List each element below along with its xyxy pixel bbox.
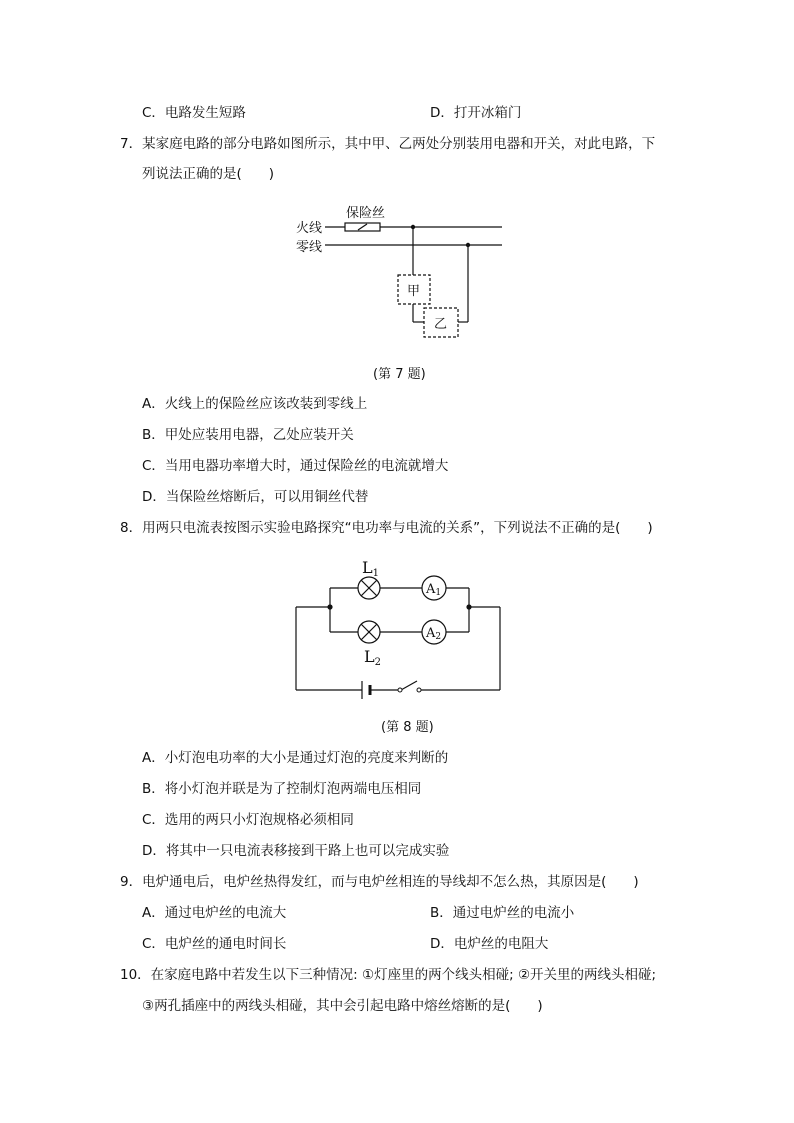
ammeter-a2-label: A2	[426, 626, 442, 642]
q8-option-b: B．将小灯泡并联是为了控制灯泡两端电压相同	[142, 781, 422, 797]
q9-stem-line1: 9．电炉通电后，电炉丝热得发红，而与电炉丝相连的导线却不怎么热，其原因是( )	[120, 874, 639, 890]
switch-contact	[417, 688, 421, 692]
q6-option-d: D．打开冰箱门	[430, 105, 522, 121]
q7-stem-line2: 列说法正确的是( )	[142, 166, 275, 182]
q8-option-a: A．小灯泡电功率的大小是通过灯泡的亮度来判断的	[142, 750, 449, 766]
q6-option-c: C．电路发生短路	[142, 105, 246, 121]
q10-stem-line1: 10．在家庭电路中若发生以下三种情况: ①灯座里的两个线头相碰; ②开关里的两线头相碰;	[120, 967, 657, 983]
q8-option-d: D．将其中一只电流表移接到干路上也可以完成实验	[142, 843, 450, 859]
q7-stem-line1: 7．某家庭电路的部分电路如图所示，其中甲、乙两处分别装用电器和开关，对此电路，下	[120, 136, 656, 152]
q7-caption: (第 7 题)	[373, 367, 426, 382]
q9-option-a: A．通过电炉丝的电流大	[142, 905, 287, 921]
q7-option-a: A．火线上的保险丝应该改装到零线上	[142, 396, 368, 412]
neutral-wire-label: 零线	[296, 240, 323, 255]
switch-blade	[401, 681, 417, 690]
fuse-label: 保险丝	[346, 206, 386, 221]
q9-option-c: C．电炉丝的通电时间长	[142, 936, 287, 952]
lamp-l2-label: L2	[364, 647, 381, 668]
q7-option-c: C．当用电器功率增大时，通过保险丝的电流就增大	[142, 458, 449, 474]
lamp-l1-label: L1	[362, 558, 379, 579]
node-left	[327, 604, 332, 609]
q8-stem-line1: 8．用两只电流表按图示实验电路探究“电功率与电流的关系”，下列说法不正确的是( )	[120, 520, 653, 536]
q7-option-d: D．当保险丝熔断后，可以用铜丝代替	[142, 489, 369, 505]
q8-caption: (第 8 题)	[381, 720, 434, 735]
ammeter-a1-label: A1	[426, 582, 442, 598]
switch-pivot	[398, 688, 402, 692]
live-wire-label: 火线	[296, 221, 323, 236]
box-jia-label: 甲	[407, 284, 421, 299]
node-right	[466, 604, 471, 609]
q7-option-b: B．甲处应装用电器，乙处应装开关	[142, 427, 354, 443]
q10-stem-line2: ③两孔插座中的两线头相碰，其中会引起电路中熔丝熔断的是( )	[142, 998, 543, 1014]
q9-option-b: B．通过电炉丝的电流小	[430, 905, 575, 921]
box-yi-label: 乙	[434, 317, 448, 332]
q8-option-c: C．选用的两只小灯泡规格必须相同	[142, 812, 354, 828]
q9-option-d: D．电炉丝的电阻大	[430, 936, 549, 952]
